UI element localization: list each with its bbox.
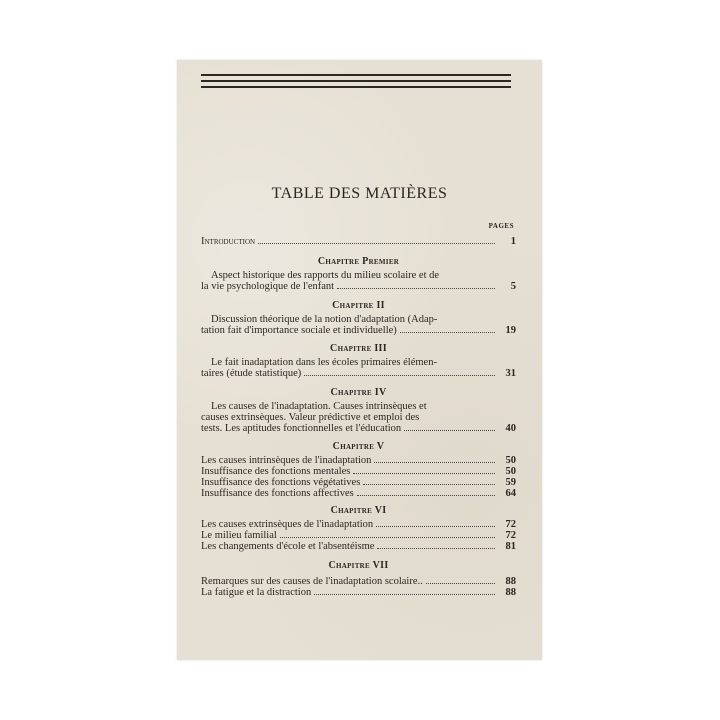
decorative-rules xyxy=(201,74,511,92)
toc-entry xyxy=(201,477,516,488)
toc-chapter-7 xyxy=(201,560,516,598)
chapter-heading: Chapitre III xyxy=(330,343,387,354)
chapter-heading: Chapitre VII xyxy=(328,560,389,571)
chapter-heading: Chapitre V xyxy=(332,441,385,452)
toc-entry xyxy=(201,423,516,434)
leader-dots xyxy=(357,495,495,496)
toc-entry xyxy=(201,455,516,466)
leader-dots xyxy=(258,243,495,244)
toc-chapter-2 xyxy=(201,300,516,336)
toc-entry-page: 59 xyxy=(505,477,516,488)
leader-dots xyxy=(304,375,495,376)
toc-entry-page: 31 xyxy=(505,368,516,379)
book-page xyxy=(177,60,542,660)
toc-entry-label: Les changements d'école et l'absentéisme xyxy=(201,541,375,552)
toc-entry-page: 50 xyxy=(505,466,516,477)
leader-dots xyxy=(280,537,495,538)
toc-entry xyxy=(201,587,516,598)
toc-entry-page: 19 xyxy=(505,325,516,336)
toc-entry-page: 64 xyxy=(505,488,516,499)
leader-dots xyxy=(337,288,495,289)
toc-entry-label: Introduction xyxy=(201,236,256,247)
page-title: TABLE DES MATIÈRES xyxy=(271,185,448,202)
chapter-heading: Chapitre IV xyxy=(330,387,387,398)
pages-column-header: PAGES xyxy=(488,222,514,230)
toc-entry-label: Le milieu familial xyxy=(201,530,277,541)
toc-chapter-1 xyxy=(201,256,516,292)
toc-entry-page: 72 xyxy=(505,530,516,541)
toc-entry xyxy=(201,519,516,530)
toc-entry-page: 88 xyxy=(505,576,516,587)
leader-dots xyxy=(363,484,495,485)
chapter-heading: Chapitre II xyxy=(332,300,385,311)
toc-entry-label: taires (étude statistique) xyxy=(201,368,302,379)
toc-entry-page: 50 xyxy=(505,455,516,466)
chapter-heading: Chapitre VI xyxy=(330,505,387,516)
toc-entry xyxy=(201,325,516,336)
toc-entry-line: Aspect historique des rapports du milieu scolaire et de xyxy=(211,270,440,281)
leader-dots xyxy=(353,473,495,474)
toc-entry-line: Les causes de l'inadaptation. Causes intrinsèques et xyxy=(211,401,427,412)
toc-entry-label: Insuffisance des fonctions végétatives xyxy=(201,477,361,488)
toc-entry-page: 81 xyxy=(505,541,516,552)
toc-entry-line: causes extrinsèques. Valeur prédictive et emploi des xyxy=(201,412,420,423)
toc-entry-line: Le fait inadaptation dans les écoles primaires élémen- xyxy=(211,357,437,368)
toc-entry-page: 72 xyxy=(505,519,516,530)
leader-dots xyxy=(404,430,495,431)
leader-dots xyxy=(376,526,495,527)
toc-entry-page: 1 xyxy=(510,236,516,247)
toc-entry-line: Discussion théorique de la notion d'adaptation (Adap- xyxy=(211,314,438,325)
toc-entry-label: Les causes extrinsèques de l'inadaptation xyxy=(201,519,374,530)
toc-entry-label: tests. Les aptitudes fonctionnelles et l'éducation xyxy=(201,423,402,434)
toc-chapter-4 xyxy=(201,387,516,434)
toc-introduction xyxy=(201,236,516,247)
toc-entry-label: la vie psychologique de l'enfant xyxy=(201,281,335,292)
toc-entry xyxy=(201,530,516,541)
toc-entry-page: 40 xyxy=(505,423,516,434)
toc-entry-label: tation fait d'importance sociale et individuelle) xyxy=(201,325,397,336)
toc-entry-page: 5 xyxy=(510,281,516,292)
leader-dots xyxy=(314,594,495,595)
leader-dots xyxy=(377,548,495,549)
leader-dots xyxy=(400,332,495,333)
leader-dots xyxy=(374,462,495,463)
toc-entry-label: Insuffisance des fonctions affectives xyxy=(201,488,354,499)
toc-entry xyxy=(201,281,516,292)
toc-chapter-5 xyxy=(201,441,516,499)
toc-entry-label: Remarques sur des causes de l'inadaptation scolaire.. xyxy=(201,576,423,587)
toc-entry xyxy=(201,466,516,477)
toc-entry xyxy=(201,236,516,247)
toc-entry xyxy=(201,541,516,552)
toc-entry-label: La fatigue et la distraction xyxy=(201,587,312,598)
toc-entry-label: Les causes intrinsèques de l'inadaptation xyxy=(201,455,372,466)
toc-entry xyxy=(201,368,516,379)
toc-entry xyxy=(201,488,516,499)
toc-entry-label: Insuffisance des fonctions mentales xyxy=(201,466,351,477)
toc-entry-page: 88 xyxy=(505,587,516,598)
toc-chapter-3 xyxy=(201,343,516,379)
chapter-heading: Chapitre Premier xyxy=(317,256,400,267)
toc-chapter-6 xyxy=(201,505,516,552)
leader-dots xyxy=(426,583,495,584)
toc-entry xyxy=(201,576,516,587)
